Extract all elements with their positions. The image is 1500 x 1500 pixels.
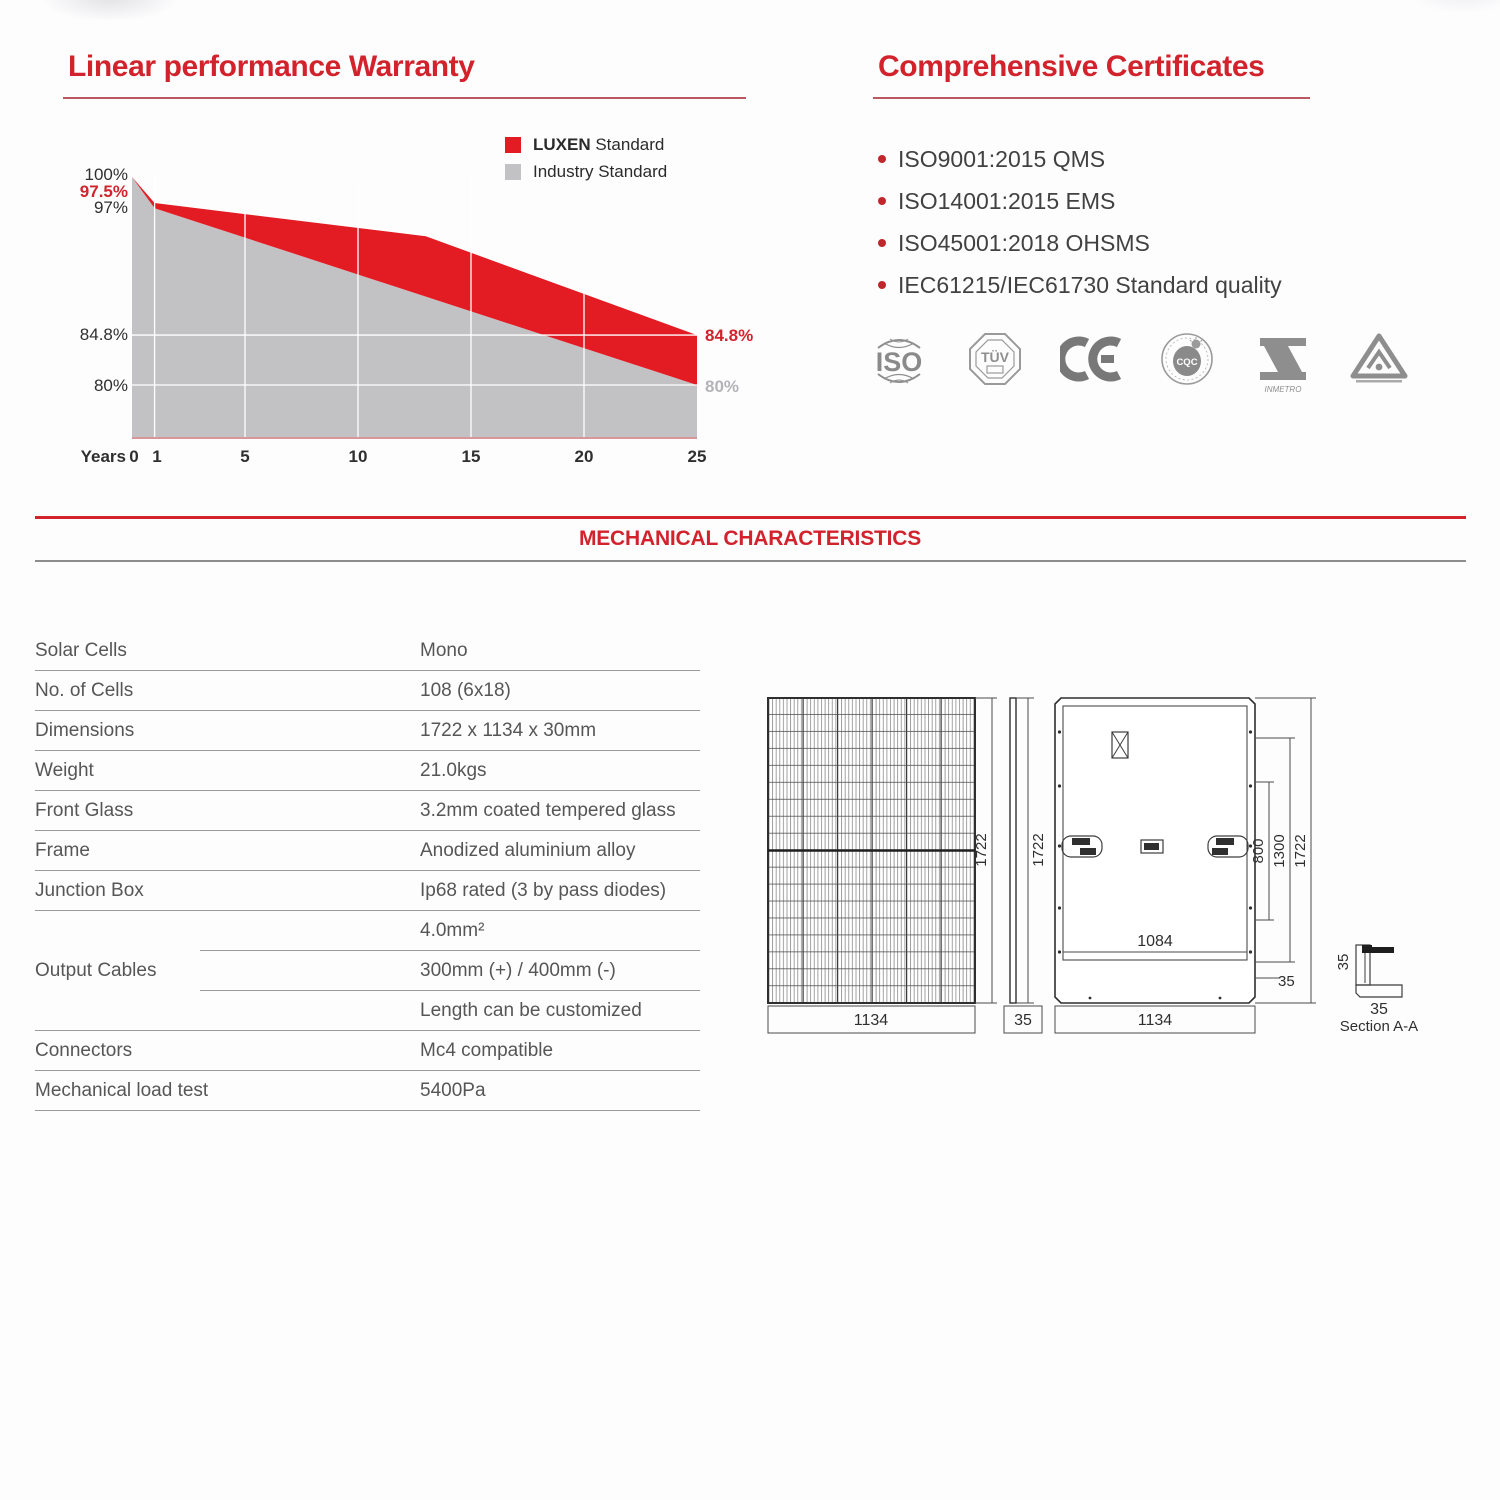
bullet-icon	[878, 281, 886, 289]
certificate-item	[878, 180, 1282, 222]
front-height-dim: 1722	[973, 833, 990, 867]
ce-logo-icon	[1060, 330, 1122, 410]
certificates-title: Comprehensive Certificates	[878, 50, 1265, 83]
svg-text:CQC: CQC	[1176, 357, 1198, 368]
certificate-text: ISO14001:2015 EMS	[898, 187, 1116, 214]
spec-subvalue: Length can be customized	[420, 999, 642, 1021]
table-row	[35, 831, 700, 871]
tuv-sud-logo-icon	[964, 330, 1026, 410]
spec-subvalue: 300mm (+) / 400mm (-)	[200, 951, 700, 991]
spec-label: Connectors	[35, 1039, 133, 1061]
legend-label	[533, 135, 664, 155]
industry-end-label: 80%	[705, 377, 740, 396]
warranty-title-underline	[63, 97, 746, 99]
y-label-97-5: 97.5%	[79, 182, 128, 201]
certificate-item	[878, 264, 1282, 306]
spec-subvalue: 4.0mm²	[200, 911, 700, 951]
table-row	[35, 1071, 700, 1111]
spec-value: 1722 x 1134 x 30mm	[420, 719, 597, 741]
y-label-84-8: 84.8%	[79, 325, 128, 344]
luxen-end-label: 84.8%	[705, 326, 754, 345]
spec-label: No. of Cells	[35, 679, 134, 701]
legend-brand: LUXEN	[533, 134, 591, 154]
section-frame-width-dim: 35	[1370, 1001, 1388, 1018]
y-label-100: 100%	[84, 165, 128, 184]
standards-triangle-logo-icon	[1348, 330, 1410, 410]
table-row	[35, 711, 700, 751]
x-tick-15: 15	[461, 447, 481, 466]
spec-label: Junction Box	[35, 879, 144, 901]
x-tick-5: 5	[240, 447, 250, 466]
front-view-drawing	[768, 698, 997, 1033]
banner-bottom-rule	[35, 560, 1466, 562]
side-view-drawing	[1004, 698, 1047, 1033]
spec-value: 108 (6x18)	[420, 679, 511, 701]
spec-value: 5400Pa	[420, 1079, 486, 1101]
certificate-text: ISO9001:2015 QMS	[898, 145, 1106, 172]
certificate-text: IEC61215/IEC61730 Standard quality	[898, 271, 1282, 298]
certification-logos	[868, 330, 1410, 410]
mechanical-characteristics-title: MECHANICAL CHARACTERISTICS	[578, 527, 922, 550]
section-aa-caption: Section A-A	[1339, 1018, 1419, 1035]
svg-text:INMETRO: INMETRO	[1264, 385, 1302, 394]
spec-label: Weight	[35, 759, 94, 781]
iso-logo-icon	[868, 330, 930, 410]
x-tick-0: 0	[129, 447, 139, 466]
certificates-list	[878, 138, 1282, 306]
table-row	[35, 871, 700, 911]
inmetro-logo-icon	[1252, 330, 1314, 410]
back-width-dim: 1134	[1137, 1012, 1173, 1029]
table-row	[35, 791, 700, 831]
spec-value: Mc4 compatible	[420, 1039, 554, 1061]
side-thickness-dim: 35	[1014, 1012, 1032, 1029]
warranty-title: Linear performance Warranty	[68, 50, 475, 83]
banner-top-rule	[35, 516, 1466, 519]
spec-label: Dimensions	[35, 719, 135, 741]
spec-label: Output Cables	[35, 959, 157, 981]
certificates-title-underline	[873, 97, 1310, 99]
spec-value: Ip68 rated (3 by pass diodes)	[420, 879, 667, 901]
front-width-dim: 1134	[853, 1012, 889, 1029]
top-right-decoration	[1408, 0, 1500, 14]
table-row	[35, 751, 700, 791]
certificate-text: ISO45001:2018 OHSMS	[898, 229, 1150, 256]
svg-text:TÜV: TÜV	[981, 349, 1009, 365]
x-tick-20: 20	[574, 447, 594, 466]
spec-label: Frame	[35, 839, 90, 861]
mechanical-spec-table	[35, 631, 700, 1111]
top-left-decoration	[40, 0, 180, 22]
table-row	[35, 631, 700, 671]
x-axis-title: Years	[80, 447, 126, 466]
warranty-chart	[60, 128, 780, 478]
section-aa-drawing	[1335, 945, 1418, 1035]
bullet-icon	[878, 197, 886, 205]
back-inner-width-dim: 1084	[1137, 933, 1173, 950]
back-height-dim: 1722	[1292, 834, 1309, 868]
bullet-icon	[878, 155, 886, 163]
legend-rest: Standard	[590, 134, 665, 154]
certificate-item	[878, 222, 1282, 264]
back-view-drawing	[1055, 698, 1316, 1033]
spec-value: Anodized aluminium alloy	[420, 839, 636, 861]
y-label-80: 80%	[93, 376, 128, 395]
cqc-logo-icon	[1156, 330, 1218, 410]
spec-label: Front Glass	[35, 799, 134, 821]
spec-label: Mechanical load test	[35, 1079, 209, 1101]
table-row	[35, 671, 700, 711]
y-label-97: 97%	[93, 198, 128, 217]
x-tick-25: 25	[687, 447, 707, 466]
legend-label: Industry Standard	[533, 161, 668, 181]
x-tick-10: 10	[348, 447, 368, 466]
spec-value: 3.2mm coated tempered glass	[420, 799, 676, 821]
svg-text:ISO: ISO	[875, 347, 923, 377]
back-cable-span-dim: 1300	[1271, 834, 1288, 868]
output-cables-values	[200, 911, 700, 1030]
section-frame-height-dim: 35	[1335, 953, 1352, 971]
spec-value: Mono	[420, 639, 468, 661]
back-edge-offset-dim: 35	[1278, 973, 1295, 990]
side-height-dim: 1722	[1030, 833, 1047, 867]
table-row-output-cables	[35, 911, 700, 1031]
legend-item-luxen	[505, 131, 667, 158]
certificate-item	[878, 138, 1282, 180]
warranty-chart-plot	[132, 177, 698, 440]
bullet-icon	[878, 239, 886, 247]
panel-technical-drawings	[750, 690, 1470, 1050]
luxen-standard-swatch	[505, 137, 521, 153]
x-tick-1: 1	[152, 447, 162, 466]
back-jb-span-dim: 800	[1250, 838, 1267, 864]
spec-label: Solar Cells	[35, 639, 127, 661]
spec-value: 21.0kgs	[420, 759, 487, 781]
table-row	[35, 1031, 700, 1071]
